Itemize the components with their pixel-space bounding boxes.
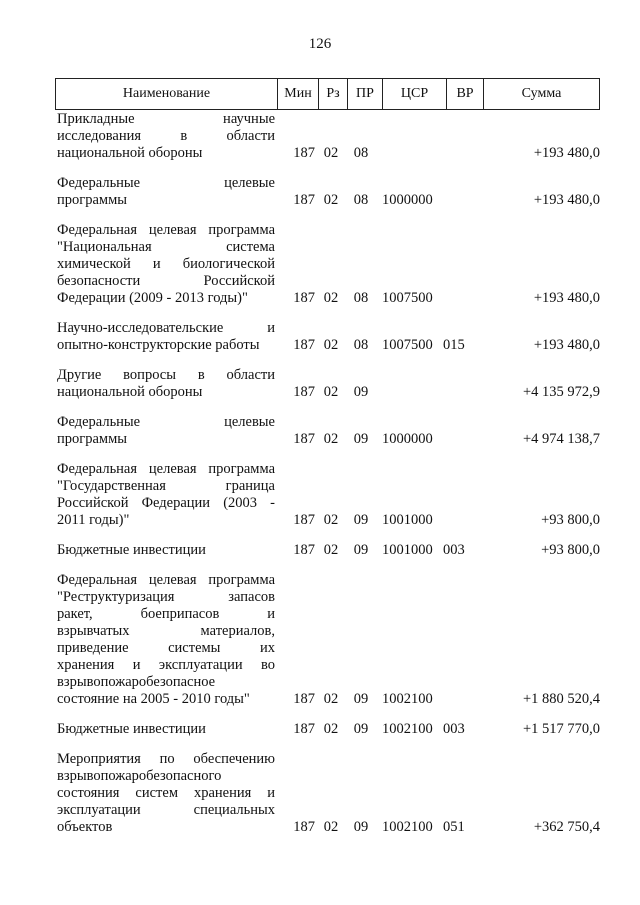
- row-rz: 02: [323, 512, 339, 528]
- row-name-line: хранения и эксплуатации во: [57, 657, 275, 673]
- row-min: 187: [293, 721, 315, 737]
- row-min: 187: [293, 542, 315, 558]
- row-sum: +93 800,0: [541, 542, 600, 558]
- row-name: [55, 414, 275, 448]
- row-csr: 1001000: [382, 512, 433, 528]
- page-number: 126: [308, 36, 332, 52]
- row-name-line: Прикладные научные: [57, 111, 275, 127]
- row-vr: 003: [443, 542, 465, 558]
- row-csr: 1000000: [382, 431, 433, 447]
- header-rz: Рз: [319, 79, 348, 109]
- row-name-line: 2011 годы)": [57, 512, 130, 528]
- table-row: [55, 175, 600, 209]
- table-row: [55, 751, 600, 836]
- table-row: [55, 320, 600, 354]
- row-name: [55, 542, 275, 559]
- table-row: [55, 222, 600, 307]
- row-sum: +93 800,0: [541, 512, 600, 528]
- row-name-line: Федеральная целевая программа: [57, 461, 275, 477]
- row-csr: 1007500: [382, 337, 433, 353]
- row-name-line: состояние на 2005 - 2010 годы": [57, 691, 250, 707]
- header-name: Наименование: [56, 79, 278, 109]
- row-name-line: опытно-конструкторские работы: [57, 337, 260, 353]
- row-name-line: Федеральная целевая программа: [57, 222, 275, 238]
- row-rz: 02: [323, 542, 339, 558]
- row-sum: +4 135 972,9: [522, 384, 600, 400]
- row-pr: 09: [353, 431, 369, 447]
- row-min: 187: [293, 691, 315, 707]
- table-row: [55, 572, 600, 708]
- row-name: [55, 461, 275, 529]
- row-name: [55, 721, 275, 738]
- row-sum: +193 480,0: [533, 290, 600, 306]
- row-pr: 09: [353, 384, 369, 400]
- row-sum: +1 517 770,0: [522, 721, 600, 737]
- row-name-line: Федерации (2009 - 2013 годы)": [57, 290, 248, 306]
- row-pr: 08: [353, 337, 369, 353]
- row-csr: 1002100: [382, 721, 433, 737]
- row-rz: 02: [323, 721, 339, 737]
- row-name-line: исследования в области: [57, 128, 275, 144]
- row-name-line: взрывопожаробезопасного: [57, 768, 222, 784]
- row-csr: 1000000: [382, 192, 433, 208]
- row-sum: +1 880 520,4: [522, 691, 600, 707]
- row-min: 187: [293, 192, 315, 208]
- row-pr: 09: [353, 691, 369, 707]
- header-sum: Сумма: [521, 86, 562, 101]
- row-name-line: "Реструктуризация запасов: [57, 589, 275, 605]
- row-name: [55, 175, 275, 209]
- row-rz: 02: [323, 290, 339, 306]
- row-sum: +193 480,0: [533, 192, 600, 208]
- row-sum: +193 480,0: [533, 145, 600, 161]
- row-name-line: взрывопожаробезопасное: [57, 674, 216, 690]
- row-csr: 1007500: [382, 290, 433, 306]
- row-rz: 02: [323, 192, 339, 208]
- row-name-line: приведение системы их: [57, 640, 275, 656]
- row-name-line: Научно-исследовательские и: [57, 320, 275, 336]
- row-min: 187: [293, 384, 315, 400]
- row-min: 187: [293, 290, 315, 306]
- row-pr: 09: [353, 512, 369, 528]
- row-name-line: национальной обороны: [57, 145, 203, 161]
- row-name: [55, 751, 275, 836]
- row-vr: 003: [443, 721, 465, 737]
- row-rz: 02: [323, 819, 339, 835]
- row-name-line: эксплуатации специальных: [57, 802, 275, 818]
- row-name-line: Бюджетные инвестиции: [57, 542, 206, 558]
- row-name-line: Бюджетные инвестиции: [57, 721, 206, 737]
- row-name-line: взрывчатых материалов,: [57, 623, 275, 639]
- row-name: [55, 111, 275, 162]
- row-name: [55, 222, 275, 307]
- row-name-line: объектов: [57, 819, 113, 835]
- row-rz: 02: [323, 691, 339, 707]
- row-min: 187: [293, 512, 315, 528]
- row-name-line: Федеральные целевые: [57, 414, 275, 430]
- table-header: [55, 78, 600, 110]
- row-pr: 08: [353, 145, 369, 161]
- row-name-line: Другие вопросы в области: [57, 367, 275, 383]
- table-row: [55, 367, 600, 401]
- row-name-line: Федеральная целевая программа: [57, 572, 275, 588]
- row-name-line: Федеральные целевые: [57, 175, 275, 191]
- row-name-line: программы: [57, 431, 127, 447]
- row-name-line: состояния систем хранения и: [57, 785, 275, 801]
- row-rz: 02: [323, 337, 339, 353]
- row-pr: 09: [353, 542, 369, 558]
- row-min: 187: [293, 337, 315, 353]
- table-row: [55, 111, 600, 162]
- row-pr: 09: [353, 819, 369, 835]
- header-pr: ПР: [348, 79, 383, 109]
- row-min: 187: [293, 145, 315, 161]
- row-name: [55, 320, 275, 354]
- row-name-line: национальной обороны: [57, 384, 203, 400]
- row-csr: 1001000: [382, 542, 433, 558]
- row-name-line: программы: [57, 192, 127, 208]
- row-min: 187: [293, 819, 315, 835]
- table-row: [55, 461, 600, 529]
- row-name-line: Российской Федерации (2003 -: [57, 495, 275, 511]
- row-name-line: Мероприятия по обеспечению: [57, 751, 275, 767]
- row-sum: +4 974 138,7: [522, 431, 600, 447]
- header-min: Мин: [278, 79, 319, 109]
- row-name-line: химической и биологической: [57, 256, 275, 272]
- row-vr: 015: [443, 337, 465, 353]
- row-vr: 051: [443, 819, 465, 835]
- row-name: [55, 367, 275, 401]
- row-pr: 09: [353, 721, 369, 737]
- row-name-line: "Государственная граница: [57, 478, 275, 494]
- row-min: 187: [293, 431, 315, 447]
- row-name-line: безопасности Российской: [57, 273, 275, 289]
- row-csr: 1002100: [382, 691, 433, 707]
- row-name: [55, 572, 275, 708]
- row-name-line: ракет, боеприпасов и: [57, 606, 275, 622]
- row-pr: 08: [353, 192, 369, 208]
- row-rz: 02: [323, 431, 339, 447]
- row-pr: 08: [353, 290, 369, 306]
- table-body: [55, 111, 600, 849]
- row-sum: +362 750,4: [533, 819, 600, 835]
- header-vr: ВР: [447, 79, 484, 109]
- row-name-line: "Национальная система: [57, 239, 275, 255]
- row-rz: 02: [323, 384, 339, 400]
- row-rz: 02: [323, 145, 339, 161]
- table-row: [55, 542, 600, 559]
- row-sum: +193 480,0: [533, 337, 600, 353]
- table-row: [55, 414, 600, 448]
- row-csr: 1002100: [382, 819, 433, 835]
- table-row: [55, 721, 600, 738]
- header-csr: ЦСР: [383, 79, 447, 109]
